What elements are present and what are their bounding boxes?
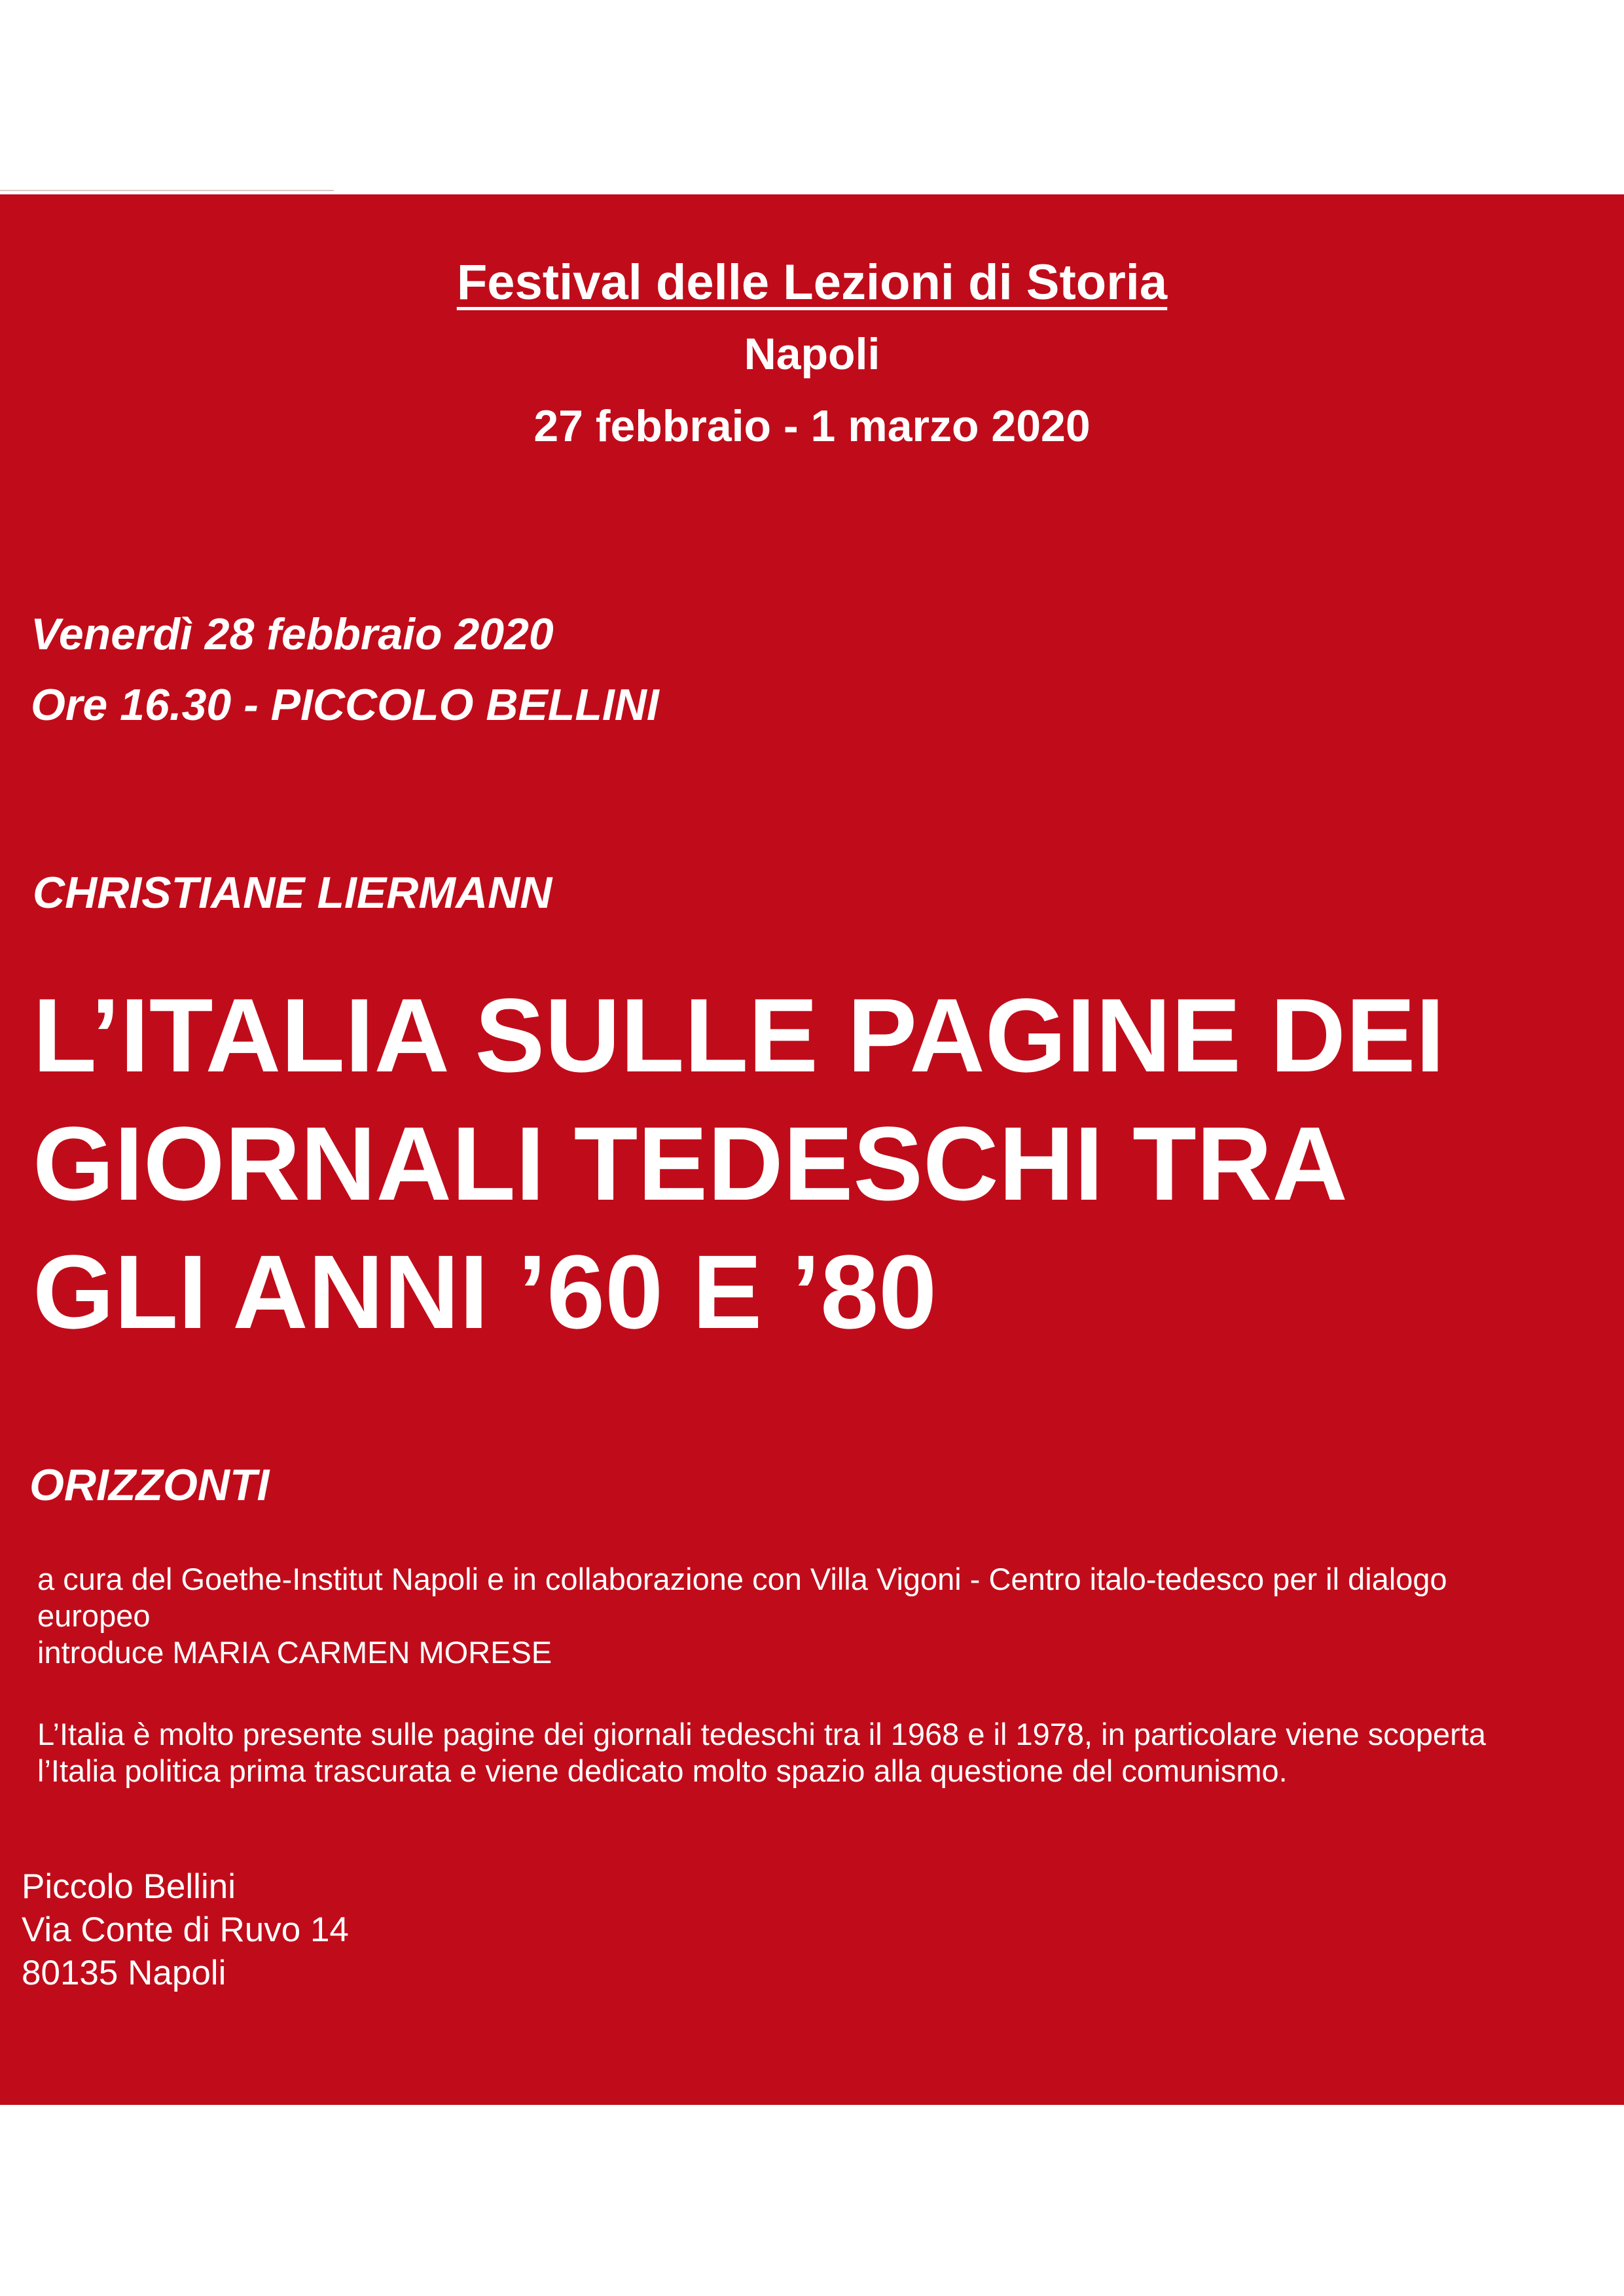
introducer: introduce MARIA CARMEN MORESE: [37, 1635, 552, 1670]
description-line: l’Italia politica prima trascurata e viene dedicato molto spazio alla questione del comunismo.: [37, 1753, 1288, 1788]
festival-title: Festival delle Lezioni di Storia: [456, 255, 1168, 310]
lecture-title-line: GLI ANNI ’60 E ’80: [33, 1233, 937, 1350]
speaker-name: CHRISTIANE LIERMANN: [33, 868, 552, 918]
series-name: ORIZZONTI: [29, 1460, 270, 1510]
event-time-place: Ore 16.30 - PICCOLO BELLINI: [31, 680, 659, 730]
lecture-title-line: GIORNALI TEDESCHI TRA: [33, 1105, 1348, 1222]
top-rule: [0, 190, 334, 191]
credits-line: europeo: [37, 1598, 151, 1633]
venue-name: Piccolo Bellini: [22, 1867, 236, 1906]
festival-dates: 27 febbraio - 1 marzo 2020: [533, 401, 1091, 451]
lecture-title: [33, 971, 1445, 1356]
description-line: L’Italia è molto presente sulle pagine dei giornali tedeschi tra il 1968 e il 1978, in particolare viene scoperta: [37, 1717, 1486, 1751]
lecture-title-line: L’ITALIA SULLE PAGINE DEI: [33, 977, 1445, 1094]
credits-line: a cura del Goethe-Institut Napoli e in collaborazione con Villa Vigoni - Centro italo-tedesco per il dialogo: [37, 1562, 1447, 1596]
venue-street: Via Conte di Ruvo 14: [22, 1910, 349, 1949]
venue-city: 80135 Napoli: [22, 1954, 226, 1992]
event-date: Venerdì 28 febbraio 2020: [31, 609, 554, 659]
festival-city: Napoli: [744, 329, 880, 379]
